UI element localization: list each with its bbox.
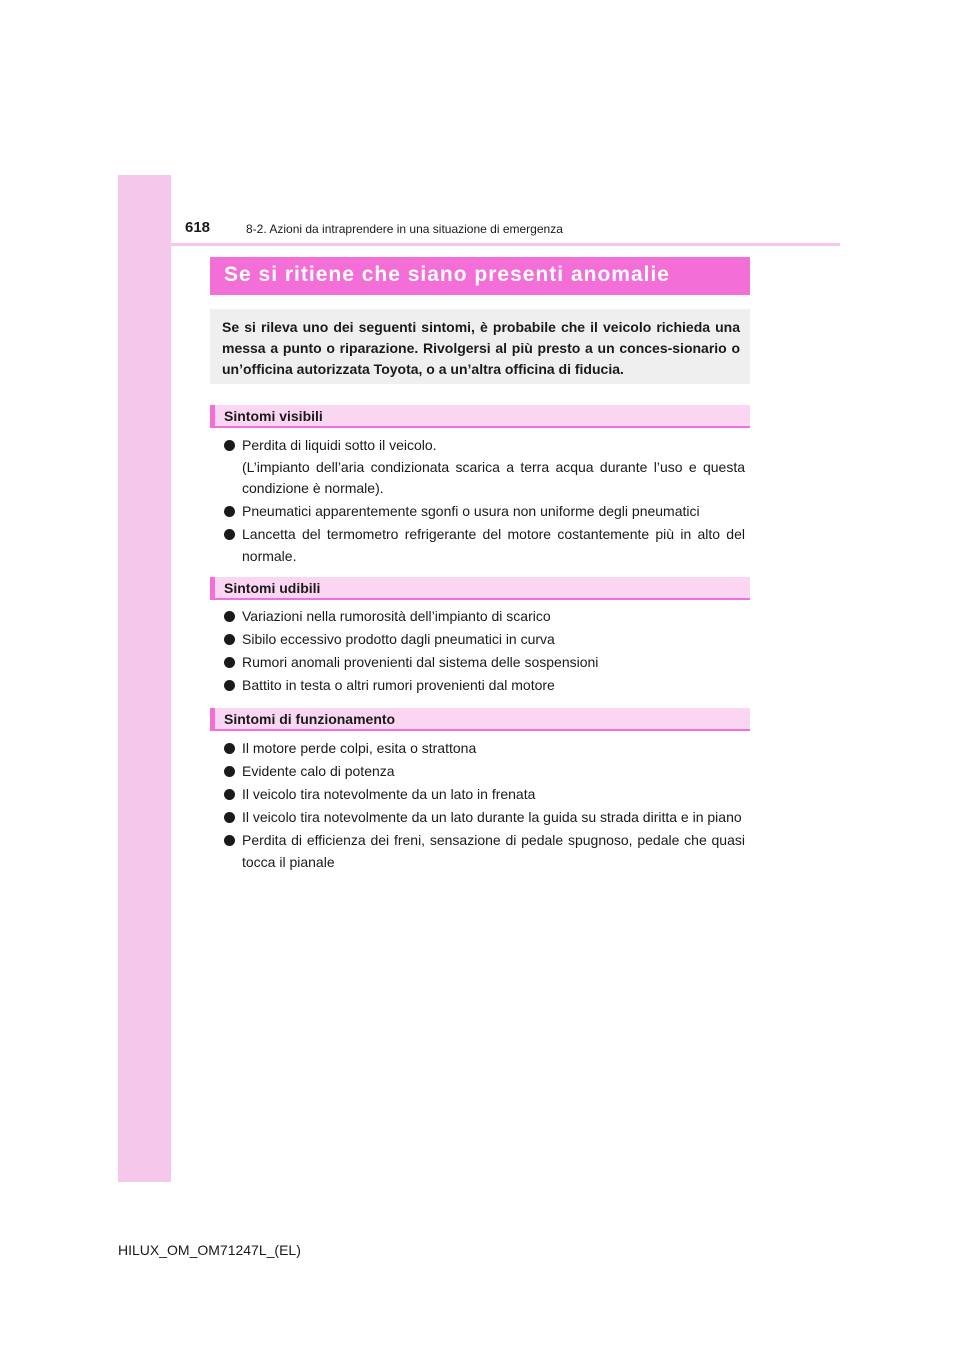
- side-tab-strip: [118, 175, 171, 1182]
- section-heading-udibili: [210, 577, 750, 600]
- list-item: [224, 652, 745, 674]
- section-heading-visibili: [210, 405, 750, 428]
- list-item: [224, 629, 745, 651]
- list-item-text: Il veicolo tira notevolmente da un lato in frenata: [242, 786, 536, 802]
- list-item-text: Pneumatici apparentemente sgonfi o usura non uniforme degli pneumatici: [242, 503, 700, 519]
- list-item-text: Il motore perde colpi, esita o strattona: [242, 740, 477, 756]
- section-heading-funzionamento: [210, 708, 750, 731]
- intro-text: Se si rileva uno dei seguenti sintomi, è probabile che il veicolo richieda una messa a punto o riparazione. Rivolgersi al più presto a un conces-sionario o un’officina autorizzata Toyota, o a un’altra officina di fiducia.: [222, 319, 740, 377]
- bullet-list-visibili: [224, 435, 745, 569]
- list-item: [224, 606, 745, 628]
- title-bar: [210, 257, 750, 295]
- list-item: [224, 830, 745, 873]
- page-title: Se si ritiene che siano presenti anomalie: [224, 263, 670, 286]
- bullet-list-funzionamento: [224, 738, 745, 875]
- document-code: HILUX_OM_OM71247L_(EL): [118, 1242, 301, 1258]
- section-heading-label: Sintomi udibili: [224, 580, 321, 596]
- list-item-text: Battito in testa o altri rumori provenienti dal motore: [242, 677, 555, 693]
- bullet-list-udibili: [224, 606, 745, 698]
- bullet-icon: [224, 611, 235, 622]
- intro-box: [210, 309, 750, 384]
- list-item-text: Il veicolo tira notevolmente da un lato durante la guida su strada diritta e in piano: [242, 809, 742, 825]
- list-item: [224, 675, 745, 697]
- section-heading-label: Sintomi visibili: [224, 408, 323, 424]
- bullet-icon: [224, 634, 235, 645]
- bullet-icon: [224, 812, 235, 823]
- list-item: [224, 807, 745, 829]
- list-item-text: Sibilo eccessivo prodotto dagli pneumatici in curva: [242, 631, 555, 647]
- bullet-icon: [224, 743, 235, 754]
- bullet-icon: [224, 835, 235, 846]
- bullet-icon: [224, 789, 235, 800]
- list-item-text: Perdita di liquidi sotto il veicolo. (L’impianto dell’aria condizionata scarica a terra acqua durante l’uso e questa condizione è normale).: [242, 437, 745, 496]
- list-item: [224, 738, 745, 760]
- list-item: [224, 524, 745, 567]
- section-label: 8-2. Azioni da intraprendere in una situazione di emergenza: [246, 222, 563, 236]
- bullet-icon: [224, 506, 235, 517]
- list-item-text: Evidente calo di potenza: [242, 763, 395, 779]
- bullet-icon: [224, 680, 235, 691]
- list-item-text: Perdita di efficienza dei freni, sensazione di pedale spugnoso, pedale che quasi tocca il pianale: [242, 832, 745, 870]
- list-item-text: Variazioni nella rumorosità dell’impianto di scarico: [242, 608, 551, 624]
- list-item: [224, 761, 745, 783]
- header-rule: [118, 243, 840, 246]
- bullet-icon: [224, 766, 235, 777]
- list-item: [224, 784, 745, 806]
- bullet-icon: [224, 529, 235, 540]
- page-number: 618: [185, 219, 211, 236]
- list-item: [224, 501, 745, 523]
- section-heading-label: Sintomi di funzionamento: [224, 711, 396, 727]
- list-item: [224, 435, 745, 500]
- bullet-icon: [224, 440, 235, 451]
- bullet-icon: [224, 657, 235, 668]
- list-item-text: Lancetta del termometro refrigerante del motore costantemente più in alto del normale.: [242, 526, 745, 564]
- list-item-text: Rumori anomali provenienti dal sistema delle sospensioni: [242, 654, 599, 670]
